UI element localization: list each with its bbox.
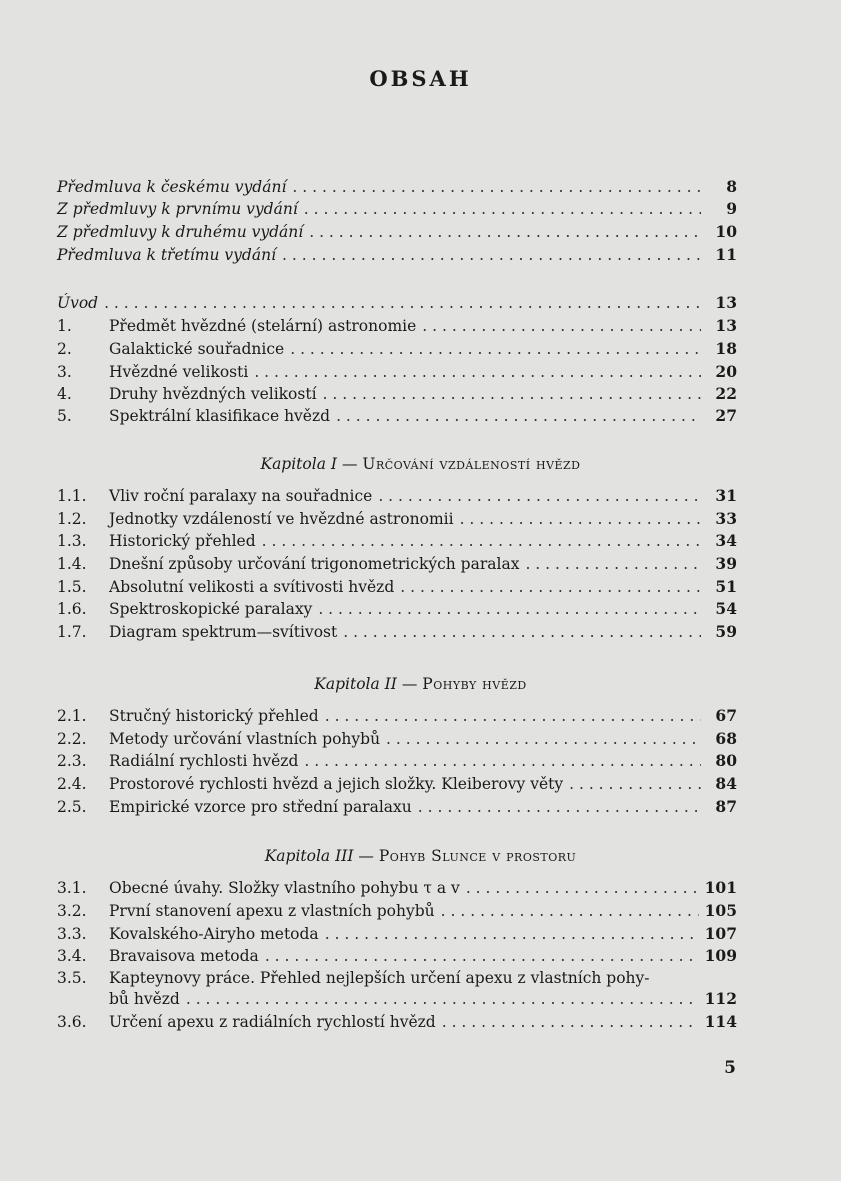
- dot-leader: [336, 405, 701, 427]
- toc-entry-text: Dnešní způsoby určování trigonometrických paralax: [109, 555, 520, 573]
- chapter-label: Kapitola III: [264, 847, 354, 865]
- toc-entry-intro: [57, 292, 737, 314]
- chapter-dash: —: [341, 455, 358, 473]
- toc-entry-text: Kapteynovy práce. Přehled nejlepších určení apexu z vlastních pohy-: [109, 969, 650, 987]
- chapter-heading: [0, 847, 841, 865]
- toc-entry-number: 3.4.: [57, 947, 87, 965]
- dot-leader: [262, 530, 701, 552]
- toc-entry-number: 1.3.: [57, 532, 87, 550]
- toc-entry-number: 1.4.: [57, 555, 87, 573]
- toc-page-number: 18: [715, 339, 737, 358]
- toc-entry: [57, 967, 737, 989]
- toc-entry-text: Druhy hvězdných velikostí: [109, 385, 317, 403]
- toc-entry-text: Z předmluvy k prvnímu vydání: [57, 200, 298, 218]
- dot-leader: [460, 508, 701, 530]
- toc-page-number: 107: [704, 924, 737, 943]
- dot-leader: [400, 576, 701, 598]
- toc-page-number: 105: [704, 901, 737, 920]
- chapter-title: Pohyb Slunce v prostoru: [378, 847, 577, 865]
- toc-page-number: 112: [704, 989, 737, 1008]
- dot-leader: [186, 988, 699, 1010]
- dot-leader: [104, 292, 701, 314]
- toc-entry: [57, 877, 737, 899]
- toc-page-number: 33: [715, 509, 737, 528]
- toc-entry-number: 1.5.: [57, 578, 87, 596]
- chapter-title: Určování vzdáleností hvězd: [362, 455, 581, 473]
- dot-leader: [309, 221, 701, 243]
- toc-entry: [57, 315, 737, 337]
- toc-entry: [57, 796, 737, 818]
- toc-entry-text: Obecné úvahy. Složky vlastního pohybu τ a v: [109, 879, 460, 897]
- toc-entry: [57, 705, 737, 727]
- toc-entry-text: Předmluva k českému vydání: [57, 178, 287, 196]
- toc-entry-text: Absolutní velikosti a svítivosti hvězd: [109, 578, 395, 596]
- toc-entry-text: Spektrální klasifikace hvězd: [109, 407, 331, 425]
- dot-leader: [323, 383, 701, 405]
- dot-leader: [290, 338, 701, 360]
- toc-entry-number: 2.1.: [57, 707, 87, 725]
- toc-entry: [57, 485, 737, 507]
- toc-entry: [57, 508, 737, 530]
- toc-entry-number: 2.5.: [57, 798, 87, 816]
- toc-entry: [57, 945, 737, 967]
- page-number-folio: 5: [724, 1058, 736, 1078]
- toc-entry-text: Galaktické souřadnice: [109, 340, 285, 358]
- toc-entry-text: Určení apexu z radiálních rychlostí hvězd: [109, 1013, 436, 1031]
- toc-page-number: 51: [715, 577, 737, 596]
- dot-leader: [441, 900, 699, 922]
- toc-entry: [57, 728, 737, 750]
- dot-leader: [343, 621, 701, 643]
- toc-entry: [57, 773, 737, 795]
- toc-entry-text: Předmluva k třetímu vydání: [57, 246, 277, 264]
- toc-entry: [57, 361, 737, 383]
- toc-entry-text: Radiální rychlosti hvězd: [109, 752, 299, 770]
- toc-page-number: 54: [715, 599, 737, 618]
- toc-entry-number: 1.6.: [57, 600, 87, 618]
- toc-entry-number: 2.: [57, 340, 72, 358]
- chapter-heading: [0, 675, 841, 693]
- toc-entry-number: 1.: [57, 317, 72, 335]
- toc-entry-text: Historický přehled: [109, 532, 256, 550]
- dot-leader: [386, 728, 701, 750]
- toc-entry-number: 3.3.: [57, 925, 87, 943]
- toc-entry: [57, 553, 737, 575]
- dot-leader: [282, 244, 701, 266]
- toc-entry: [57, 598, 737, 620]
- dot-leader: [292, 176, 701, 198]
- toc-page-number: 22: [715, 384, 737, 403]
- toc-page-number: 11: [715, 245, 737, 264]
- toc-entry: [57, 176, 737, 198]
- dot-leader: [325, 923, 699, 945]
- toc-entry-continuation: [109, 988, 737, 1010]
- toc-entry-text: Úvod: [57, 294, 99, 312]
- toc-page-number: 34: [715, 531, 737, 550]
- dot-leader: [525, 553, 701, 575]
- chapter-label: Kapitola II: [314, 675, 397, 693]
- toc-entry-number: 3.: [57, 363, 72, 381]
- toc-page-number: 80: [715, 751, 737, 770]
- toc-entry-text: Kovalského-Airyho metoda: [109, 925, 319, 943]
- toc-entry-number: 2.3.: [57, 752, 87, 770]
- toc-entry-text: Jednotky vzdáleností ve hvězdné astronomii: [109, 510, 454, 528]
- toc-entry: [57, 621, 737, 643]
- dot-leader: [304, 750, 701, 772]
- toc-entry-number: 3.6.: [57, 1013, 87, 1031]
- dot-leader: [569, 773, 701, 795]
- toc-entry: [57, 750, 737, 772]
- toc-page-number: 59: [715, 622, 737, 641]
- dot-leader: [442, 1011, 699, 1033]
- toc-entry: [57, 923, 737, 945]
- page-title: OBSAH: [369, 66, 472, 91]
- toc-entry: [57, 576, 737, 598]
- dot-leader: [378, 485, 701, 507]
- toc-entry-text: Spektroskopické paralaxy: [109, 600, 313, 618]
- toc-page-number: 84: [715, 774, 737, 793]
- toc-page-number: 10: [715, 222, 737, 241]
- toc-entry-text: První stanovení apexu z vlastních pohybů: [109, 902, 435, 920]
- dot-leader: [422, 315, 701, 337]
- dot-leader: [254, 361, 701, 383]
- dot-leader: [325, 705, 701, 727]
- toc-page-number: 20: [715, 362, 737, 381]
- toc-entry: [57, 900, 737, 922]
- toc-entry-number: 1.7.: [57, 623, 87, 641]
- dot-leader: [466, 877, 699, 899]
- toc-entry-text: bů hvězd: [109, 990, 180, 1008]
- chapter-dash: —: [358, 847, 374, 865]
- toc-entry-text: Hvězdné velikosti: [109, 363, 249, 381]
- dot-leader: [418, 796, 701, 818]
- toc-entry-text: Bravaisova metoda: [109, 947, 259, 965]
- chapter-label: Kapitola I: [260, 455, 337, 473]
- toc-entry-text: Z předmluvy k druhému vydání: [57, 223, 304, 241]
- toc-entry-number: 3.5.: [57, 969, 87, 987]
- toc-entry-text: Vliv roční paralaxy na souřadnice: [109, 487, 373, 505]
- toc-entry: [57, 338, 737, 360]
- chapter-dash: —: [401, 675, 418, 693]
- toc-page-number: 87: [715, 797, 737, 816]
- chapter-title: Pohyby hvězd: [422, 675, 527, 693]
- toc-entry-number: 3.2.: [57, 902, 87, 920]
- toc-entry: [57, 221, 737, 243]
- toc-entry-text: Diagram spektrum—svítivost: [109, 623, 338, 641]
- chapter-heading: [0, 455, 841, 473]
- toc-page-number: 67: [715, 706, 737, 725]
- toc-page-number: 39: [715, 554, 737, 573]
- dot-leader: [304, 198, 701, 220]
- toc-entry-number: 5.: [57, 407, 72, 425]
- dot-leader: [318, 598, 701, 620]
- toc-entry: [57, 1011, 737, 1033]
- toc-page-number: 101: [704, 878, 737, 897]
- toc-entry-number: 1.2.: [57, 510, 87, 528]
- toc-entry-text: Metody určování vlastních pohybů: [109, 730, 381, 748]
- toc-entry-text: Empirické vzorce pro střední paralaxu: [109, 798, 412, 816]
- toc-page-number: 68: [715, 729, 737, 748]
- toc-page-number: 13: [715, 293, 737, 312]
- toc-entry: [57, 530, 737, 552]
- toc-page-number: 27: [715, 406, 737, 425]
- toc-page-number: 13: [715, 316, 737, 335]
- toc-entry-number: 1.1.: [57, 487, 87, 505]
- toc-entry: [57, 405, 737, 427]
- toc-entry-number: 3.1.: [57, 879, 87, 897]
- toc-entry-number: 2.2.: [57, 730, 87, 748]
- toc-entry: [57, 198, 737, 220]
- toc-page-number: 109: [704, 946, 737, 965]
- toc-entry: [57, 383, 737, 405]
- toc-entry-text: Předmět hvězdné (stelární) astronomie: [109, 317, 417, 335]
- toc-page-number: 31: [715, 486, 737, 505]
- toc-entry-number: 2.4.: [57, 775, 87, 793]
- toc-entry-number: 4.: [57, 385, 72, 403]
- toc-entry: [57, 244, 737, 266]
- toc-page-number: 9: [726, 199, 737, 218]
- dot-leader: [265, 945, 699, 967]
- toc-page-number: 8: [726, 177, 737, 196]
- toc-entry-text: Prostorové rychlosti hvězd a jejich složky. Kleiberovy věty: [109, 775, 564, 793]
- toc-entry-text: Stručný historický přehled: [109, 707, 319, 725]
- toc-page-number: 114: [704, 1012, 737, 1031]
